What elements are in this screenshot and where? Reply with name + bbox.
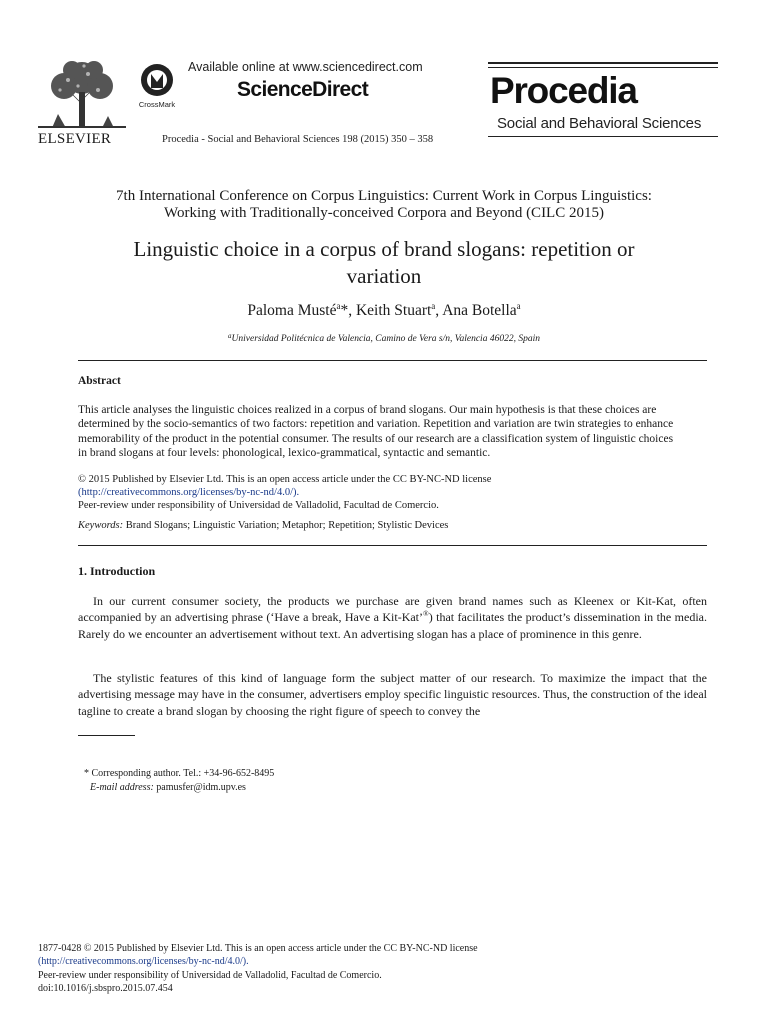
author-affil-sup: a: [431, 301, 436, 311]
registered-mark: ®: [423, 609, 429, 619]
abstract-text: [78, 403, 707, 460]
author-name: Ana Botella: [442, 302, 517, 319]
procedia-rule-thick: [488, 62, 718, 64]
affiliation-text: Universidad Politécnica de Valencia, Camino de Vera s/n, Valencia 46022, Spain: [231, 334, 540, 344]
footer-license-link[interactable]: (http://creativecommons.org/licenses/by-nc-nd/4.0/).: [38, 956, 249, 968]
author-affil-sup: a: [516, 301, 521, 311]
procedia-title: Procedia: [490, 70, 637, 111]
affiliation-sup: a: [228, 332, 232, 340]
keywords-label: Keywords:: [78, 520, 124, 531]
email-address[interactable]: pamusfer@idm.upv.es: [156, 782, 246, 793]
conference-line-1: 7th International Conference on Corpus Linguistics: Current Work in Corpus Linguistics:: [116, 188, 652, 204]
elsevier-wordmark: ELSEVIER: [38, 131, 112, 147]
procedia-rule-bottom: [488, 136, 718, 137]
crossmark-label: CrossMark: [138, 100, 176, 109]
abstract-line: memorability of the product in the potential consumer. The results of our research are a classification system of linguistic choices: [78, 432, 674, 445]
footer-peer-review: Peer-review under responsibility of Universidad de Valladolid, Facultad de Comercio.: [38, 969, 382, 981]
corresponding-mark: *: [340, 302, 349, 319]
page-footer: [38, 942, 718, 995]
peer-review-line: Peer-review under responsibility of Universidad de Valladolid, Facultad de Comercio.: [78, 500, 439, 511]
conference-name: [0, 188, 768, 222]
footnote-rule: [78, 735, 135, 736]
paper-title: [0, 236, 768, 290]
abstract-line: in brand slogans at four levels: phonological, lexico-grammatical, syntactic and semantic.: [78, 446, 491, 459]
abstract-heading: Abstract: [78, 375, 121, 387]
author-list: Paloma Musté$^a$*, Keith Stuart$^a$, Ana Botella$^a$: [247, 301, 521, 319]
section-heading-introduction: 1. Introduction: [78, 564, 156, 578]
keywords-list: Brand Slogans; Linguistic Variation; Metaphor; Repetition; Stylistic Devices: [125, 520, 449, 531]
abstract-copyright: [78, 473, 707, 512]
author-name: Paloma Musté: [247, 302, 337, 319]
footer-issn-line: 1877-0428 © 2015 Published by Elsevier Ltd. This is an open access article under the CC BY-NC-ND license: [38, 943, 478, 954]
intro-p1-text-cont: ) that facilitates the product’s dissemination in the media. Rarely do we encounter an advertisement without text. An advertising slogan has a place of prominence in this genre.: [78, 610, 707, 641]
keywords: [78, 519, 707, 532]
abstract-top-rule: [78, 360, 707, 361]
intro-paragraph-1: [78, 593, 707, 642]
conference-line-2: Working with Traditionally-conceived Corpora and Beyond (CILC 2015): [164, 205, 604, 221]
copyright-line: © 2015 Published by Elsevier Ltd. This is an open access article under the CC BY-NC-ND license: [78, 474, 492, 485]
intro-p1-text: In our current consumer society, the products we purchase are given brand names such as Kleenex or Kit-Kat, often accompanied by an advertising phrase (‘Have a break, Have a Kit-Kat’: [78, 594, 707, 625]
abstract-bottom-rule: [78, 545, 707, 546]
author-affil-sup: a: [336, 301, 341, 311]
title-line-1: Linguistic choice in a corpus of brand slogans: repetition or: [133, 237, 635, 261]
intro-p2-text: The stylistic features of this kind of language form the subject matter of our research. To maximize the impact that the advertising message may have in the consumer, advertisers employ specific linguistic resources. Thus, the construction of the ideal tagline to create a brand slogan by choosing the right figure of speech to convey the: [78, 671, 707, 718]
procedia-subtitle: Social and Behavioral Sciences: [497, 115, 702, 132]
affiliation: [0, 334, 768, 344]
author-name: Keith Stuart: [355, 302, 432, 319]
license-link[interactable]: (http://creativecommons.org/licenses/by-nc-nd/4.0/).: [78, 487, 300, 498]
procedia-rule-thin: [488, 67, 718, 68]
abstract-line: determined by the socio-semantics of two factors: repetition and variation. Repetition and variation are twin strategies to enhance: [78, 418, 674, 431]
email-label: E-mail address:: [90, 782, 154, 793]
corresponding-author: * Corresponding author. Tel.: +34-96-652-8495: [84, 768, 275, 779]
footer-doi[interactable]: doi:10.1016/j.sbspro.2015.07.454: [38, 982, 173, 994]
journal-citation: Procedia - Social and Behavioral Sciences 198 (2015) 350 – 358: [162, 134, 434, 145]
footnote: [84, 767, 274, 795]
title-line-2: variation: [346, 264, 422, 288]
crossmark-icon[interactable]: [134, 60, 180, 110]
available-online-text: Available online at www.sciencedirect.com: [188, 60, 423, 74]
intro-paragraph-2: [78, 670, 707, 719]
abstract-line: This article analyses the linguistic choices realized in a corpus of brand slogans. Our main hypothesis is that these choices are: [78, 404, 657, 416]
sciencedirect-logo[interactable]: ScienceDirect: [237, 78, 369, 101]
